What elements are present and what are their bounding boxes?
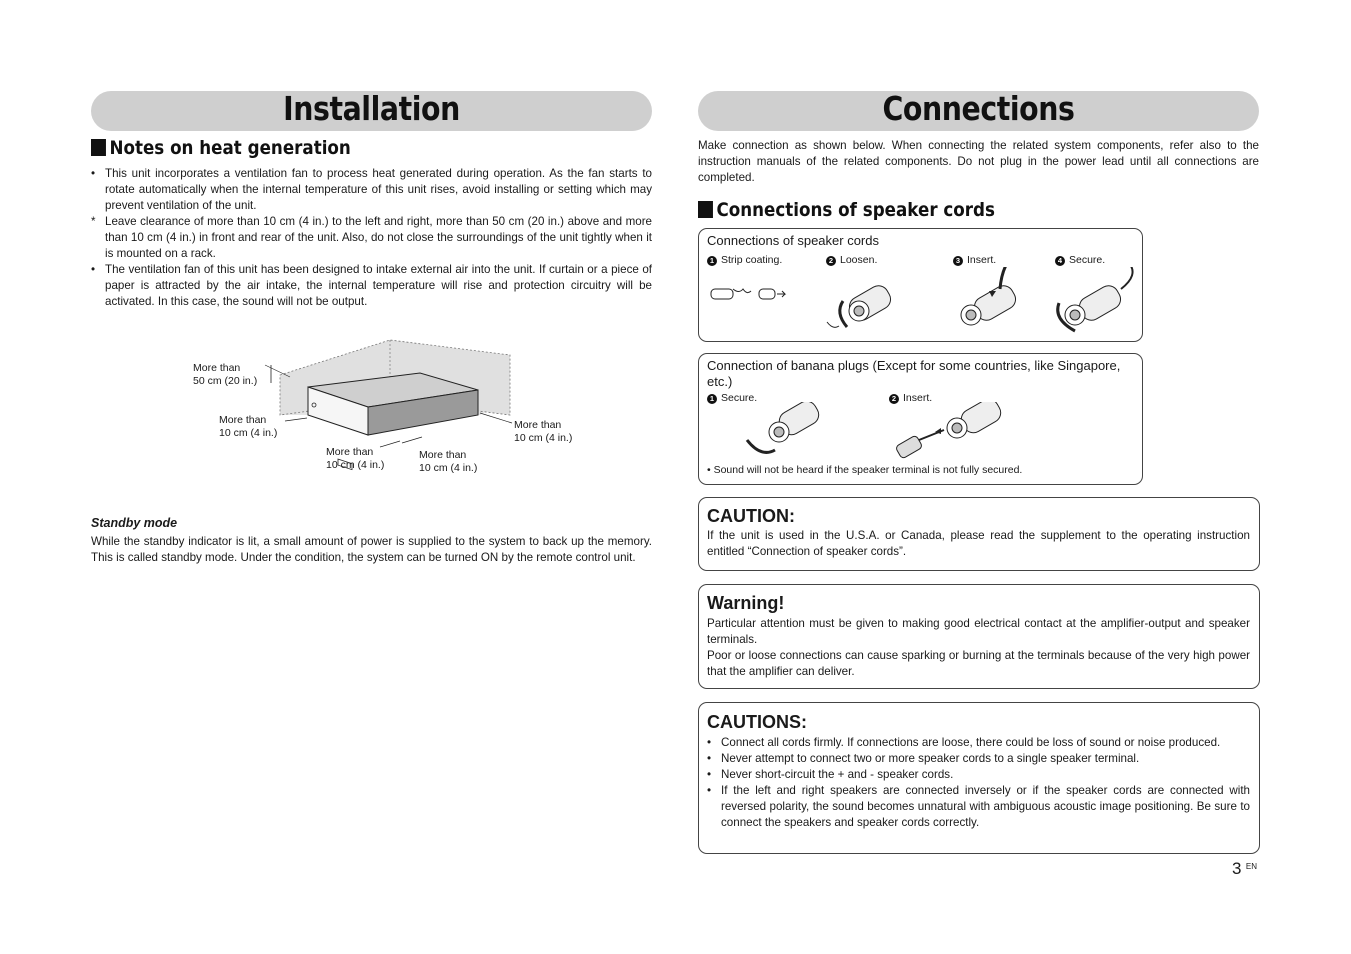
warning-paragraph: Particular attention must be given to making good electrical contact at the amplifier-output and speaker terminals. xyxy=(707,617,1250,646)
label-right-clearance: More than 10 cm (4 in.) xyxy=(514,419,573,444)
bullet-marker: • xyxy=(91,263,96,276)
heat-section-title: Notes on heat generation xyxy=(109,137,351,159)
warning-title: Warning! xyxy=(707,593,785,613)
banana-note: • Sound will not be heard if the speaker terminal is not fully secured. xyxy=(707,464,1023,476)
cautions-box xyxy=(698,702,1260,854)
banana-box-title: Connection of banana plugs (Except for some countries, like Singapore, etc.) xyxy=(707,358,1121,389)
list-item: • If the left and right speakers are connected inversely or if the speaker cords are connected with reversed polarity, the sound becomes unnatural with ambiguous acoustic image positioning. Be sure to connect the speakers and speaker cords correctly. xyxy=(707,784,1250,829)
banana-insert-icon xyxy=(895,402,1004,459)
connections-intro: Make connection as shown below. When connecting the related system components, refer also to the instruction manuals of the related components. Do not plug in the power lead until all connections are completed. xyxy=(698,139,1259,184)
list-item: • Never attempt to connect two or more speaker cords to a single speaker terminal. xyxy=(707,752,1140,765)
step-loosen: 2 Loosen. xyxy=(826,254,877,266)
speaker-steps-illustration xyxy=(699,267,1142,337)
speaker-cords-box xyxy=(698,228,1143,342)
standby-title: Standby mode xyxy=(91,516,178,530)
label-front-left-clearance: More than 10 cm (4 in.) xyxy=(326,446,385,471)
banana-steps-illustration xyxy=(699,402,1142,462)
installation-banner xyxy=(91,91,652,131)
list-item-text: Never attempt to connect two or more speaker cords to a single speaker terminal. xyxy=(721,752,1140,765)
clearance-diagram xyxy=(190,335,590,485)
step-secure: 4 Secure. xyxy=(1055,254,1105,266)
banana-step-secure: 1 Secure. xyxy=(707,392,757,404)
label-front-right-clearance: More than 10 cm (4 in.) xyxy=(419,449,478,474)
caution-text: If the unit is used in the U.S.A. or Canada, please read the supplement to the operating instruction entitled “Connection of speaker cords”. xyxy=(707,529,1250,558)
banana-secure-icon xyxy=(747,402,822,452)
terminal-secure-icon xyxy=(1058,267,1133,331)
square-bullet-icon xyxy=(698,201,713,218)
banana-step-insert: 2 Insert. xyxy=(889,392,932,404)
list-item: • Never short-circuit the + and - speaker cords. xyxy=(707,768,954,781)
list-item: • Connect all cords firmly. If connections are loose, there could be loss of sound or noise produced. xyxy=(707,736,1221,749)
label-left-clearance: More than 10 cm (4 in.) xyxy=(219,414,278,439)
square-bullet-icon xyxy=(91,139,106,156)
list-item-text: This unit incorporates a ventilation fan to process heat generated during operation. As the fan starts to rotate automatically when the internal temperature of this unit rises, avoid installing or setting which may prevent ventilation of the unit. xyxy=(105,167,652,212)
label-above-clearance: More than 50 cm (20 in.) xyxy=(193,362,258,387)
page-language: EN xyxy=(1245,862,1258,871)
heat-notes-list xyxy=(91,166,652,310)
list-item-text: If the left and right speakers are connected inversely or if the speaker cords are connected with reversed polarity, the sound becomes unnatural with ambiguous acoustic image positioning. Be sure to connect the speakers and speaker cords correctly. xyxy=(721,784,1250,829)
list-item-text: Leave clearance of more than 10 cm (4 in.) to the left and right, more than 50 cm (20 in.) above and more than 10 cm (4 in.) in front and rear of the unit. Also, do not close the surroundings of the unit tightly when it is mounted on a rack. xyxy=(105,215,652,260)
warning-paragraph: Poor or loose connections can cause sparking or burning at the terminals because of the very high power that the amplifier can deliver. xyxy=(707,649,1250,678)
strip-coating-icon xyxy=(711,289,785,299)
speaker-section-title: Connections of speaker cords xyxy=(716,199,995,221)
list-item xyxy=(91,166,652,214)
list-item-text: Connect all cords firmly. If connections are loose, there could be loss of sound or noise produced. xyxy=(721,736,1221,749)
page-number xyxy=(1232,859,1257,879)
caution-title: CAUTION: xyxy=(707,506,795,526)
warning-text xyxy=(707,616,1250,680)
connections-banner xyxy=(698,91,1259,131)
warning-box xyxy=(698,584,1260,689)
terminal-insert-icon xyxy=(961,267,1019,325)
cautions-title: CAUTIONS: xyxy=(707,712,807,732)
list-item xyxy=(91,214,652,262)
caution-box xyxy=(698,497,1260,571)
standby-text: While the standby indicator is lit, a small amount of power is supplied to the system to back up the memory. This is called standby mode. Under the condition, the system can be turned ON by the remote control unit. xyxy=(91,535,652,564)
banana-plugs-box xyxy=(698,353,1143,485)
terminal-loosen-icon xyxy=(827,282,894,327)
list-item xyxy=(91,262,652,310)
bullet-marker: • xyxy=(91,167,96,180)
list-item-text: Never short-circuit the + and - speaker cords. xyxy=(721,768,954,781)
step-strip: 1 Strip coating. xyxy=(707,254,782,266)
page-number-value: 3 xyxy=(1232,859,1242,878)
list-item-text: The ventilation fan of this unit has been designed to intake external air into the unit. If curtain or a piece of paper is attracted by the air intake, the internal temperature will rise and protection circuitry will be activated. In this case, the sound will not be output. xyxy=(105,263,652,308)
installation-title: Installation xyxy=(283,89,460,128)
step-insert: 3 Insert. xyxy=(953,254,996,266)
speaker-box-title: Connections of speaker cords xyxy=(707,233,879,248)
connections-title: Connections xyxy=(882,89,1075,128)
cautions-list xyxy=(707,735,1250,831)
speaker-section-heading xyxy=(698,199,995,221)
bullet-marker: * xyxy=(91,215,96,228)
heat-section-heading xyxy=(91,137,351,159)
